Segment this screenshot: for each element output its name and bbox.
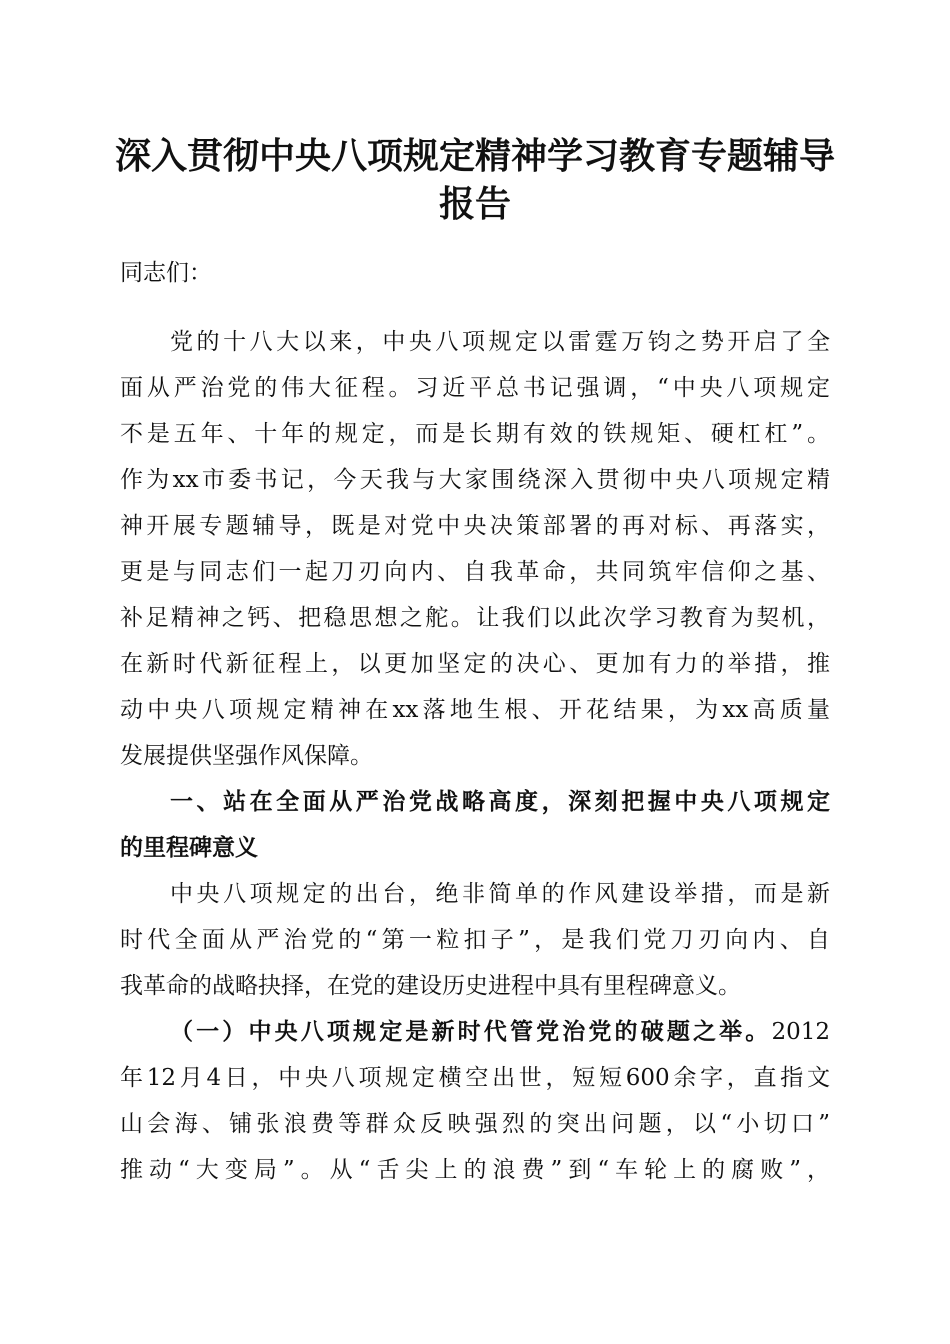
subsection-1-line-2: 年12月4日，中央八项规定横空出世，短短600余字，直指文 [120, 1065, 830, 1091]
subsection-1-line-1 [170, 1016, 830, 1048]
subsection-1-lead-tail: 2012 [771, 1019, 830, 1045]
section-1-heading-line-1: 一、站在全面从严治党战略高度，深刻把握中央八项规定 [170, 789, 830, 815]
document-title-line-1: 深入贯彻中央八项规定精神学习教育专题辅导 [114, 135, 835, 177]
intro-line-3: 不是五年、十年的规定，而是长期有效的铁规矩、硬杠杠”。 [120, 421, 830, 447]
salutation: 同志们： [120, 260, 212, 286]
section-1-heading-line-2: 的里程碑意义 [120, 835, 258, 861]
intro-line-9: 动中央八项规定精神在xx落地生根、开花结果，为xx高质量 [120, 697, 830, 723]
section-1-body-line-3: 我革命的战略抉择，在党的建设历史进程中具有里程碑意义。 [120, 973, 741, 999]
intro-line-10: 发展提供坚强作风保障。 [120, 743, 373, 769]
section-1-body-line-2: 时代全面从严治党的“第一粒扣子”，是我们党刀刃向内、自 [120, 927, 830, 953]
section-1-body-line-1: 中央八项规定的出台，绝非简单的作风建设举措，而是新 [170, 881, 830, 907]
intro-line-7: 补足精神之钙、把稳思想之舵。让我们以此次学习教育为契机， [120, 605, 830, 631]
intro-line-8: 在新时代新征程上，以更加坚定的决心、更加有力的举措，推 [120, 651, 830, 677]
intro-line-6: 更是与同志们一起刀刃向内、自我革命，共同筑牢信仰之基、 [120, 559, 830, 585]
subsection-1-lead: （一）中央八项规定是新时代管党治党的破题之举。 [170, 1018, 772, 1045]
subsection-1-line-4: 推动“大变局”。从“舌尖上的浪费”到“车轮上的腐败”， [120, 1157, 830, 1183]
subsection-1-line-3: 山会海、铺张浪费等群众反映强烈的突出问题，以“小切口” [120, 1111, 830, 1137]
intro-line-2: 面从严治党的伟大征程。习近平总书记强调，“中央八项规定 [120, 375, 830, 401]
document-title-line-2: 报告 [438, 183, 511, 225]
intro-line-5: 神开展专题辅导，既是对党中央决策部署的再对标、再落实， [120, 513, 830, 539]
intro-line-4: 作为xx市委书记，今天我与大家围绕深入贯彻中央八项规定精 [120, 467, 830, 493]
intro-line-1: 党的十八大以来，中央八项规定以雷霆万钧之势开启了全 [170, 329, 830, 355]
